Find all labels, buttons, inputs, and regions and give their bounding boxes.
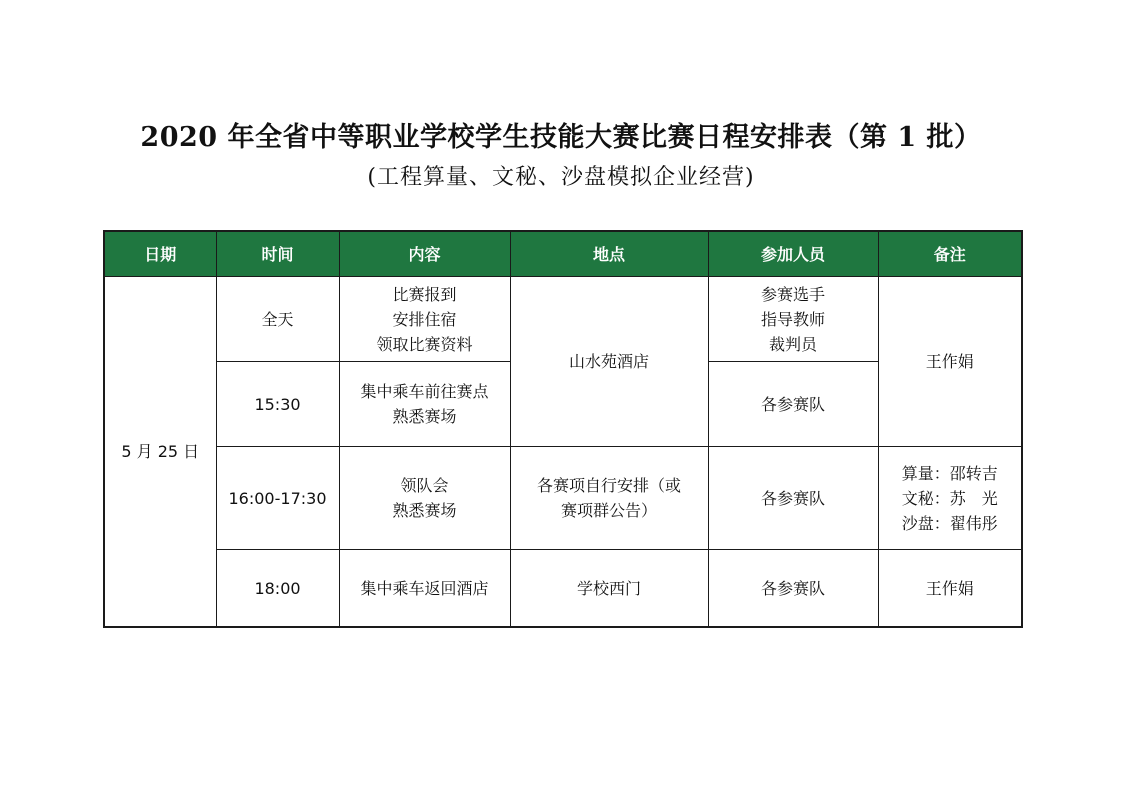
- participant-line: 指导教师: [760, 309, 825, 329]
- content-line: 熟悉赛场: [392, 501, 457, 520]
- time-cell: 16:00-17:30: [216, 447, 339, 550]
- time-cell: 全天: [216, 277, 339, 362]
- participants-cell: 各参赛队: [708, 362, 878, 447]
- content-line: 熟悉赛场: [392, 407, 457, 426]
- participants-cell: [708, 277, 878, 362]
- location-line: 赛项群公告）: [560, 501, 657, 520]
- remark-cell: [878, 447, 1022, 550]
- table-header-row: [104, 231, 1022, 277]
- column-header-content: 内容: [339, 231, 510, 277]
- column-header-remark: 备注: [878, 231, 1022, 277]
- time-cell: 18:00: [216, 550, 339, 628]
- remark-cell: 王作娟: [878, 550, 1022, 628]
- remark-line: 算量：邵转吉: [901, 463, 998, 483]
- column-header-location: 地点: [510, 231, 708, 277]
- schedule-table: [103, 230, 1023, 628]
- date-cell: 5 月 25 日: [104, 277, 216, 628]
- content-cell: [339, 447, 510, 550]
- location-line: 各赛项自行安排（或: [536, 476, 681, 495]
- content-line: 安排住宿: [392, 309, 457, 329]
- content-line: 领队会: [400, 476, 449, 495]
- participants-cell: 各参赛队: [708, 550, 878, 628]
- column-header-time: 时间: [216, 231, 339, 277]
- time-cell: 15:30: [216, 362, 339, 447]
- table-row: [104, 447, 1022, 550]
- content-line: 比赛报到: [392, 284, 457, 304]
- location-cell: [510, 447, 708, 550]
- participant-line: 参赛选手: [760, 284, 825, 304]
- content-cell: 集中乘车返回酒店: [339, 550, 510, 628]
- participants-cell: 各参赛队: [708, 447, 878, 550]
- content-line: 集中乘车前往赛点: [360, 382, 489, 401]
- table-row: [104, 277, 1022, 362]
- location-cell: 学校西门: [510, 550, 708, 628]
- remark-line: 文秘：苏 光: [901, 488, 998, 508]
- content-cell: [339, 277, 510, 362]
- table-row: [104, 550, 1022, 628]
- remark-cell: 王作娟: [878, 277, 1022, 447]
- location-cell: 山水苑酒店: [510, 277, 708, 447]
- page-subtitle: (工程算量、文秘、沙盘模拟企业经营): [367, 165, 755, 190]
- content-cell: [339, 362, 510, 447]
- remark-list: [902, 461, 998, 536]
- page-title: 2020 年全省中等职业学校学生技能大赛比赛日程安排表（第 1 批）: [140, 122, 982, 153]
- column-header-date: 日期: [104, 231, 216, 277]
- column-header-participants: 参加人员: [708, 231, 878, 277]
- content-line: 领取比赛资料: [376, 334, 473, 354]
- remark-line: 沙盘：翟伟彤: [901, 513, 998, 533]
- participant-line: 裁判员: [768, 334, 817, 354]
